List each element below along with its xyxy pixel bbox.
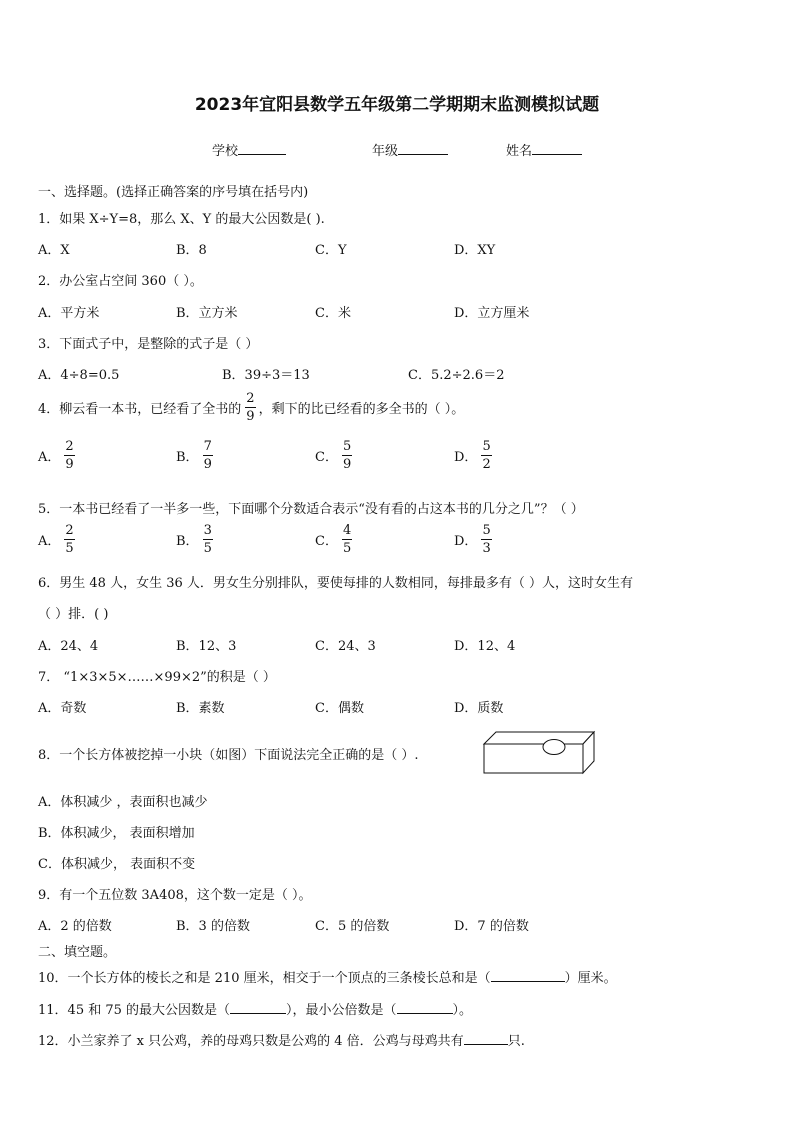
question-5: 5．一本书已经看了一半多一些，下面哪个分数适合表示“没有看的占这本书的几分之几”？（ ） <box>38 502 584 517</box>
q9-option-b[interactable]: B．3 的倍数 <box>176 919 250 934</box>
fraction-numerator: 3 <box>203 523 212 538</box>
question-7: 7． “1×3×5×……×99×2”的积是（ ） <box>38 670 276 685</box>
q4-fraction <box>245 392 255 423</box>
q9-option-c[interactable]: C．5 的倍数 <box>315 919 390 934</box>
q10-text-end: ）厘米。 <box>564 971 617 986</box>
option-fraction <box>64 440 74 471</box>
q11-lcm-blank[interactable] <box>397 1001 453 1014</box>
q1-option-a[interactable]: A．X <box>38 243 70 258</box>
question-9: 9．有一个五位数 3A408，这个数一定是（ ）。 <box>38 888 312 903</box>
option-letter: A． <box>38 534 61 549</box>
option-letter: D． <box>454 450 478 465</box>
q4-option-c[interactable] <box>315 440 352 471</box>
fraction-denominator: 5 <box>65 541 74 556</box>
q2-option-d[interactable]: D．立方厘米 <box>454 306 530 321</box>
q7-option-d[interactable]: D．质数 <box>454 701 504 716</box>
fraction-numerator: 5 <box>482 523 491 538</box>
q5-option-a[interactable] <box>38 524 75 555</box>
q2-option-a[interactable]: A．平方米 <box>38 306 100 321</box>
q6-option-b[interactable]: B．12、3 <box>176 639 237 654</box>
fraction-numerator: 7 <box>203 439 212 454</box>
q4-option-a[interactable] <box>38 440 75 471</box>
page-title: 2023年宜阳县数学五年级第二学期期末监测模拟试题 <box>194 95 600 115</box>
q4-option-d[interactable] <box>454 440 492 471</box>
q5-option-b[interactable] <box>176 524 213 555</box>
fraction-numerator: 2 <box>246 391 255 406</box>
q4-text-start: 4．柳云看一本书，已经看了全书的 <box>38 402 242 417</box>
q11-text-middle: ），最小公倍数是（ <box>286 1003 397 1018</box>
fraction-numerator: 2 <box>65 523 74 538</box>
q2-option-b[interactable]: B．立方米 <box>176 306 238 321</box>
q6-option-c[interactable]: C．24、3 <box>315 639 376 654</box>
q12-text-start: 12．小兰家养了 x 只公鸡，养的母鸡只数是公鸡的 4 倍．公鸡与母鸡共有 <box>38 1034 464 1049</box>
q1-option-d[interactable]: D．XY <box>454 243 496 258</box>
q3-option-a[interactable]: A．4÷8=0.5 <box>38 368 120 383</box>
q9-option-d[interactable]: D．7 的倍数 <box>454 919 529 934</box>
q11-text-start: 11．45 和 75 的最大公因数是（ <box>38 1003 231 1018</box>
q8-option-b[interactable]: B．体积减少， 表面积增加 <box>38 826 195 841</box>
q6-option-a[interactable]: A．24、4 <box>38 639 99 654</box>
q4-text-end: ，剩下的比已经看的多全书的（ ）。 <box>258 402 465 417</box>
fraction-numerator: 5 <box>482 439 491 454</box>
option-fraction <box>481 524 491 555</box>
school-label: 学校 <box>212 144 239 159</box>
q11-text-end: ）。 <box>452 1003 473 1018</box>
question-6-continued: （ ）排．( ) <box>38 607 109 622</box>
option-fraction <box>342 440 352 471</box>
question-8: 8．一个长方体被挖掉一小块（如图）下面说法完全正确的是（ ）. <box>38 748 419 763</box>
question-3: 3．下面式子中，是整除的式子是（ ） <box>38 337 259 352</box>
grade-field <box>372 140 448 159</box>
q5-option-c[interactable] <box>315 524 352 555</box>
fraction-denominator: 9 <box>246 409 255 424</box>
q8-option-c[interactable]: C．体积减少， 表面积不变 <box>38 857 196 872</box>
fraction-denominator: 5 <box>342 541 352 556</box>
q10-answer-blank[interactable] <box>491 969 565 982</box>
option-fraction <box>481 440 491 471</box>
question-4 <box>38 392 464 423</box>
fraction-denominator: 9 <box>203 457 212 472</box>
q7-option-a[interactable]: A．奇数 <box>38 701 87 716</box>
name-field <box>506 140 582 159</box>
q10-text-start: 10．一个长方体的棱长之和是 210 厘米，相交于一个顶点的三条棱长总和是（ <box>38 971 491 986</box>
option-letter: C． <box>315 450 338 465</box>
option-letter: B． <box>176 450 199 465</box>
fraction-denominator: 5 <box>203 541 212 556</box>
question-6: 6．男生 48 人，女生 36 人．男女生分别排队，要使每排的人数相同，每排最多有（ ）人，这时女生有 <box>38 576 634 591</box>
section-heading: 二、填空题。 <box>38 945 117 960</box>
q7-option-b[interactable]: B．素数 <box>176 701 225 716</box>
fraction-numerator: 2 <box>65 439 74 454</box>
q1-option-b[interactable]: B．8 <box>176 243 207 258</box>
grade-label: 年级 <box>372 144 399 159</box>
cuboid-figure <box>482 730 596 776</box>
q11-gcd-blank[interactable] <box>230 1001 286 1014</box>
q12-text-end: 只. <box>507 1034 525 1049</box>
option-fraction <box>203 524 213 555</box>
fraction-denominator: 9 <box>342 457 352 472</box>
q6-option-d[interactable]: D．12、4 <box>454 639 516 654</box>
q12-answer-blank[interactable] <box>464 1032 508 1045</box>
fraction-denominator: 2 <box>482 457 491 472</box>
q3-option-b[interactable]: B．39÷3＝13 <box>222 368 310 383</box>
question-10 <box>38 967 617 986</box>
q8-option-a[interactable]: A．体积减少 ，表面积也减少 <box>38 795 208 810</box>
fraction-denominator: 3 <box>482 541 491 556</box>
question-1: 1．如果 X÷Y=8，那么 X、Y 的最大公因数是( ). <box>38 212 325 227</box>
question-2: 2．办公室占空间 360（ ）。 <box>38 274 203 289</box>
option-letter: B． <box>176 534 199 549</box>
name-label: 姓名 <box>506 144 533 159</box>
option-fraction <box>203 440 213 471</box>
option-letter: D． <box>454 534 478 549</box>
option-fraction <box>64 524 74 555</box>
q5-option-d[interactable] <box>454 524 492 555</box>
q1-option-c[interactable]: C．Y <box>315 243 347 258</box>
grade-blank[interactable] <box>398 142 448 155</box>
fraction-numerator: 4 <box>342 523 352 538</box>
section-heading: 一、选择题。(选择正确答案的序号填在括号内) <box>38 185 309 200</box>
option-fraction <box>342 524 352 555</box>
option-letter: A． <box>38 450 61 465</box>
question-11 <box>38 999 472 1018</box>
school-blank[interactable] <box>238 142 286 155</box>
name-blank[interactable] <box>532 142 582 155</box>
q7-option-c[interactable]: C．偶数 <box>315 701 364 716</box>
fraction-numerator: 5 <box>342 439 352 454</box>
q4-option-b[interactable] <box>176 440 213 471</box>
option-letter: C． <box>315 534 338 549</box>
q3-option-c[interactable]: C．5.2÷2.6＝2 <box>408 368 505 383</box>
question-12 <box>38 1030 525 1049</box>
school-field <box>212 140 286 159</box>
q2-option-c[interactable]: C．米 <box>315 306 351 321</box>
q9-option-a[interactable]: A．2 的倍数 <box>38 919 112 934</box>
fraction-denominator: 9 <box>65 457 74 472</box>
